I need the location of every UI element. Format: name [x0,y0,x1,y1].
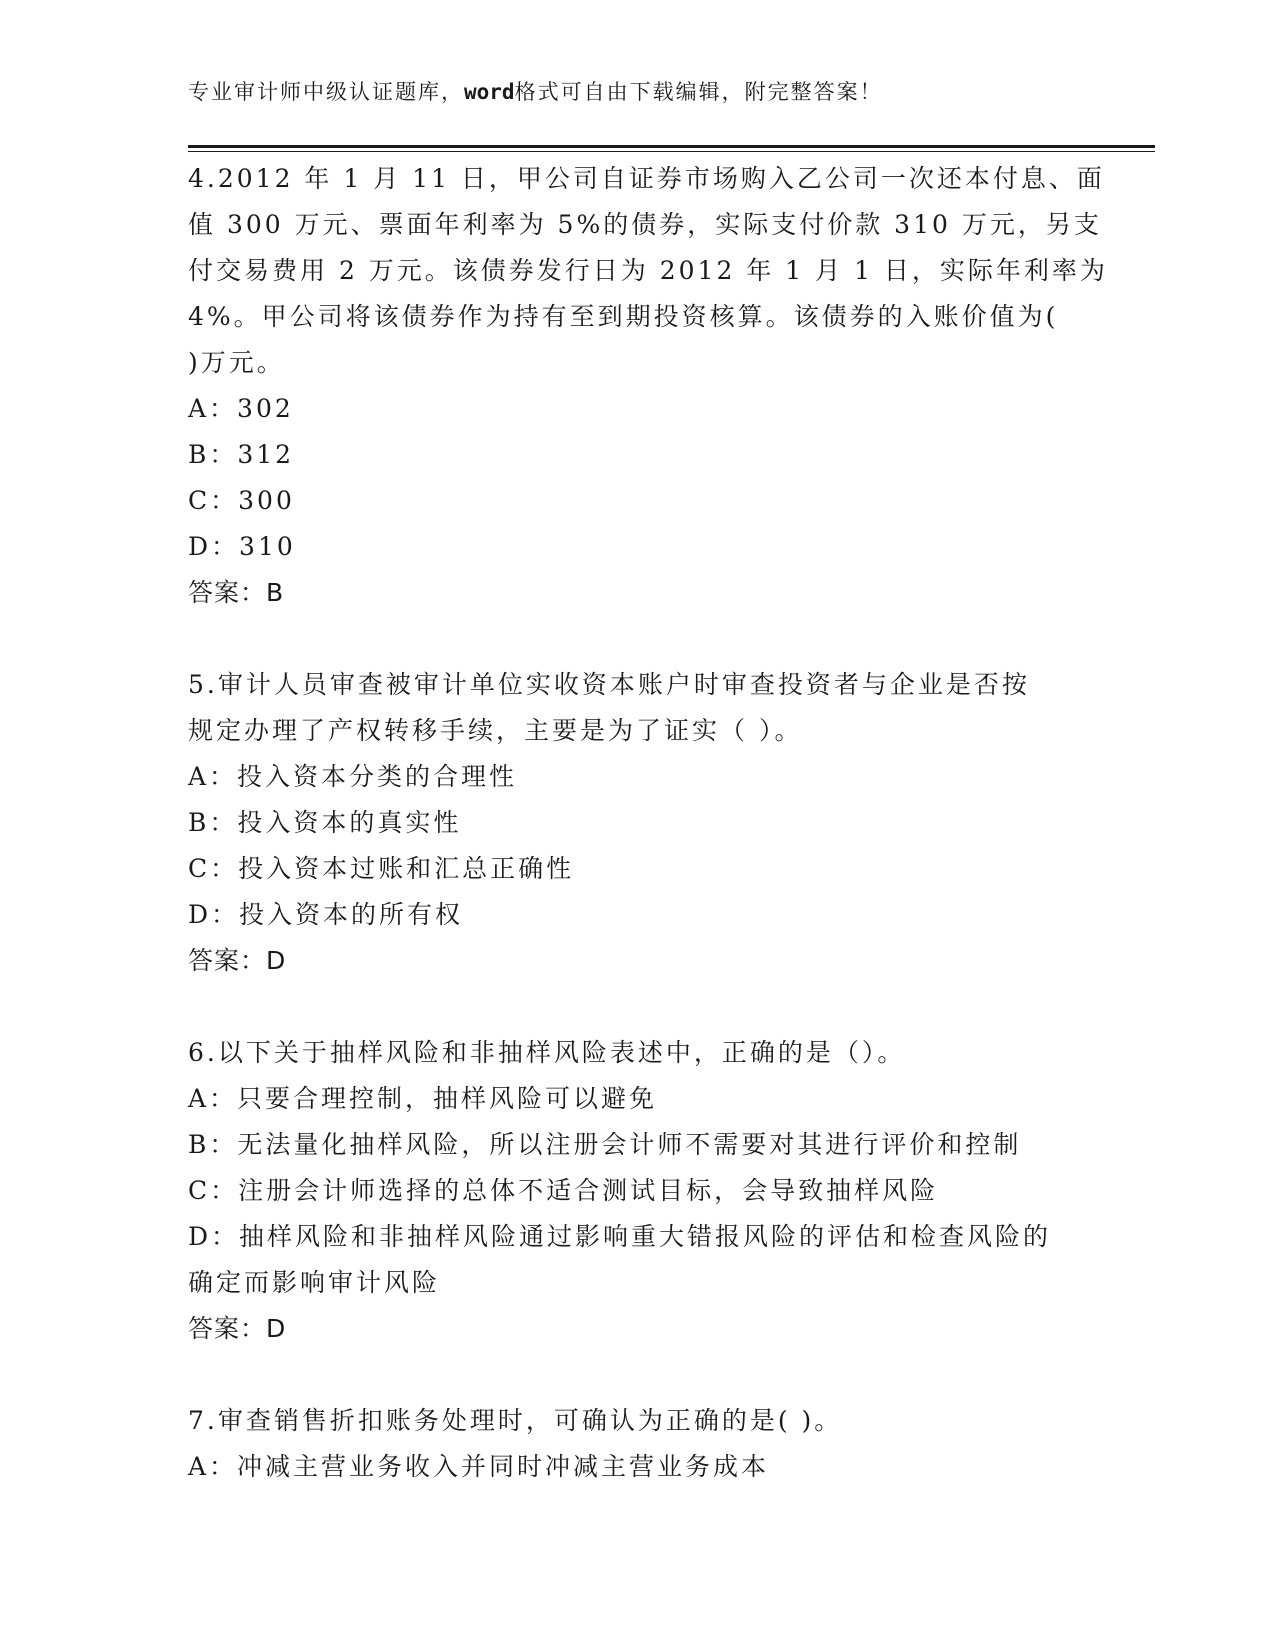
question-4-answer: 答案：B [188,578,285,607]
header-rule-thick [188,145,1155,148]
question-4-line-2: 值 300 万元、票面年利率为 5%的债券，实际支付价款 310 万元，另支 [188,210,1102,239]
header-text-pre: 专业审计师中级认证题库， [188,80,464,104]
question-4-line-4: 4%。甲公司将该债券作为持有至到期投资核算。该债券的入账价值为( [188,302,1059,331]
question-6-option-b: B：无法量化抽样风险，所以注册会计师不需要对其进行评价和控制 [188,1130,1022,1159]
question-4-line-1: 4.2012 年 1 月 11 日，甲公司自证券市场购入乙公司一次还本付息、面 [188,164,1105,193]
question-7 [188,1398,1088,1490]
question-6 [188,1030,1088,1352]
question-4-option-c: C：300 [188,486,295,515]
question-7-line-1: 7.审查销售折扣账务处理时，可确认为正确的是( )。 [188,1406,843,1435]
question-5-option-a: A：投入资本分类的合理性 [188,762,518,791]
spacer [188,616,1088,662]
page-header [188,76,883,106]
question-5-option-c: C：投入资本过账和汇总正确性 [188,854,575,883]
question-5-line-1: 5.审计人员审查被审计单位实收资本账户时审查投资者与企业是否按 [188,670,1030,699]
question-4 [188,156,1108,616]
question-4-option-b: B：312 [188,440,295,469]
question-list [188,156,1108,1490]
question-6-line-1: 6.以下关于抽样风险和非抽样风险表述中，正确的是（）。 [188,1038,906,1067]
question-6-option-c: C：注册会计师选择的总体不适合测试目标，会导致抽样风险 [188,1176,939,1205]
spacer [188,984,1088,1030]
question-4-option-a: A：302 [188,394,294,423]
header-text-post: 格式可自由下载编辑，附完整答案！ [514,80,883,104]
question-6-option-d: D：抽样风险和非抽样风险通过影响重大错报风险的评估和检查风险的 [188,1222,1052,1251]
header-text-word: word [464,80,515,104]
question-4-line-3: 付交易费用 2 万元。该债券发行日为 2012 年 1 月 1 日，实际年利率为 [188,256,1108,285]
question-6-option-d-cont: 确定而影响审计风险 [188,1268,441,1297]
question-5 [188,662,1088,984]
question-5-option-d: D：投入资本的所有权 [188,900,464,929]
question-6-answer: 答案：D [188,1314,287,1343]
question-4-line-5: )万元。 [188,348,285,377]
question-6-option-a: A：只要合理控制，抽样风险可以避免 [188,1084,658,1113]
spacer [188,1352,1088,1398]
question-4-option-d: D：310 [188,532,296,561]
question-5-option-b: B：投入资本的真实性 [188,808,462,837]
header-rule-thin [188,151,1155,152]
question-5-answer: 答案：D [188,946,287,975]
question-7-option-a: A：冲减主营业务收入并同时冲减主营业务成本 [188,1452,770,1481]
question-5-line-2: 规定办理了产权转移手续，主要是为了证实（ ）。 [188,716,803,745]
